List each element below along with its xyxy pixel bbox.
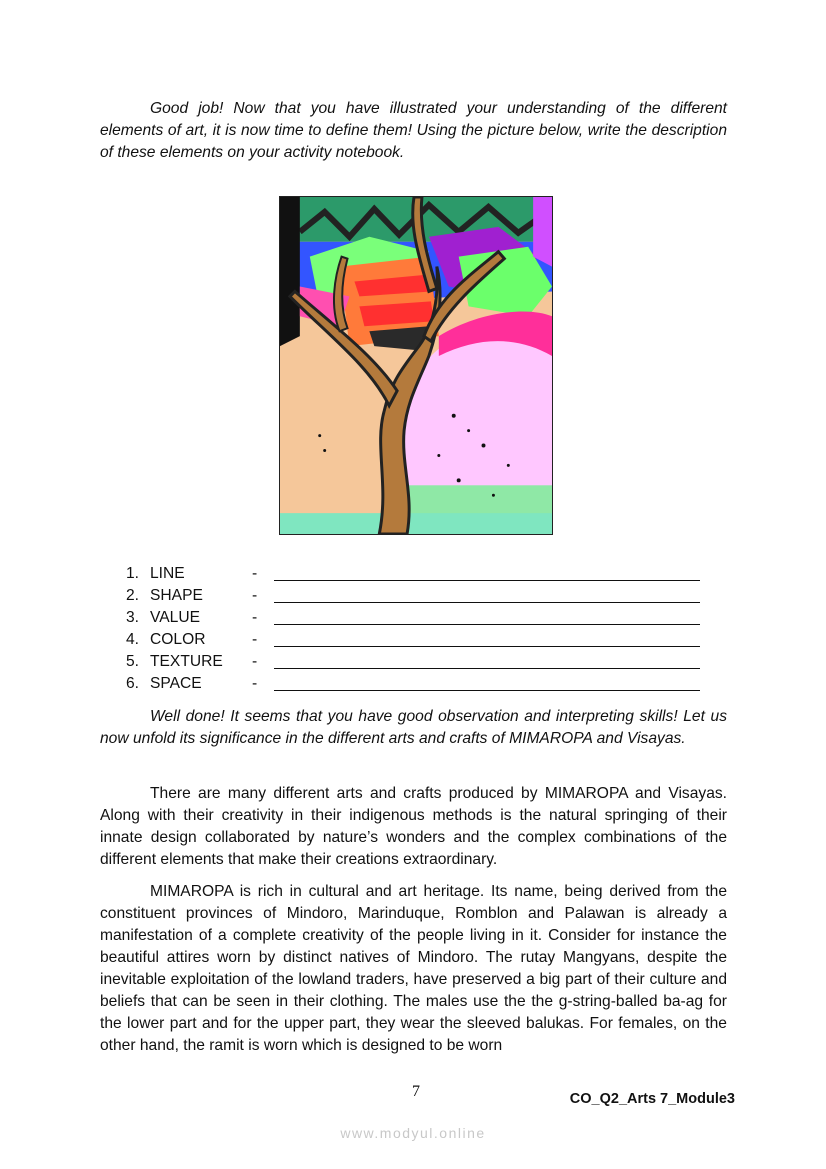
item-number: 3.: [126, 609, 140, 626]
module-code: CO_Q2_Arts 7_Module3: [569, 1091, 735, 1107]
answer-blank-line: [274, 668, 700, 669]
item-number: 4.: [126, 631, 140, 648]
list-item: [126, 585, 726, 607]
item-term: COLOR: [150, 631, 206, 648]
answer-blank-line: [274, 602, 700, 603]
answer-blank-line: [274, 690, 700, 691]
item-term: TEXTURE: [150, 653, 223, 670]
body-paragraph-2: MIMAROPA is rich in cultural and art heritage. Its name, being derived from the constituent provinces of Mindoro, Marinduque, Romblon and Palawan is already a manifestation of a complete creativity of the people living in it. Consider for instance the beautiful attires worn by distinct natives of Mindoro. The rutay Mangyans, despite the inevitable exploitation of the lowland traders, have preserved a big part of their culture and beliefs that can be seen in their clothing. The males use the the g-string-balled ba-ag for the lower part and for the upper part, they wear the sleeved balukas. For females, on the other hand, the ramit is worn which is designed to be worn: [100, 883, 727, 1054]
item-number: 5.: [126, 653, 140, 670]
item-dash: -: [252, 587, 258, 604]
item-number: 6.: [126, 675, 140, 692]
body-paragraph-1: There are many different arts and crafts produced by MIMAROPA and Visayas. Along with their creativity in their indigenous methods is the natural springing of their innate design collaborated by nature’s wonders and the complex combinations of the different elements that make their creations extraordinary.: [100, 785, 727, 868]
item-dash: -: [252, 631, 258, 648]
elements-of-art-list: [126, 563, 726, 695]
list-item: [126, 563, 726, 585]
answer-blank-line: [274, 646, 700, 647]
list-item: [126, 651, 726, 673]
list-item: [126, 673, 726, 695]
list-item: [126, 607, 726, 629]
list-item: [126, 629, 726, 651]
tree-artwork-image: [279, 196, 553, 535]
watermark-text: www.modyul.online: [340, 1125, 486, 1141]
item-term: LINE: [150, 565, 185, 582]
item-number: 2.: [126, 587, 140, 604]
page-number: 7: [412, 1083, 420, 1100]
item-dash: -: [252, 609, 258, 626]
item-dash: -: [252, 565, 258, 582]
item-number: 1.: [126, 565, 140, 582]
item-dash: -: [252, 653, 258, 670]
answer-blank-line: [274, 580, 700, 581]
intro-paragraph: Good job! Now that you have illustrated your understanding of the different elements of art, it is now time to define them! Using the picture below, write the description of these elements on your activity notebook.: [100, 100, 727, 161]
answer-blank-line: [274, 624, 700, 625]
item-term: SHAPE: [150, 587, 203, 604]
item-term: SPACE: [150, 675, 202, 692]
well-done-paragraph: Well done! It seems that you have good observation and interpreting skills! Let us now unfold its significance in the different arts and crafts of MIMAROPA and Visayas.: [100, 708, 727, 747]
item-dash: -: [252, 675, 258, 692]
item-term: VALUE: [150, 609, 200, 626]
